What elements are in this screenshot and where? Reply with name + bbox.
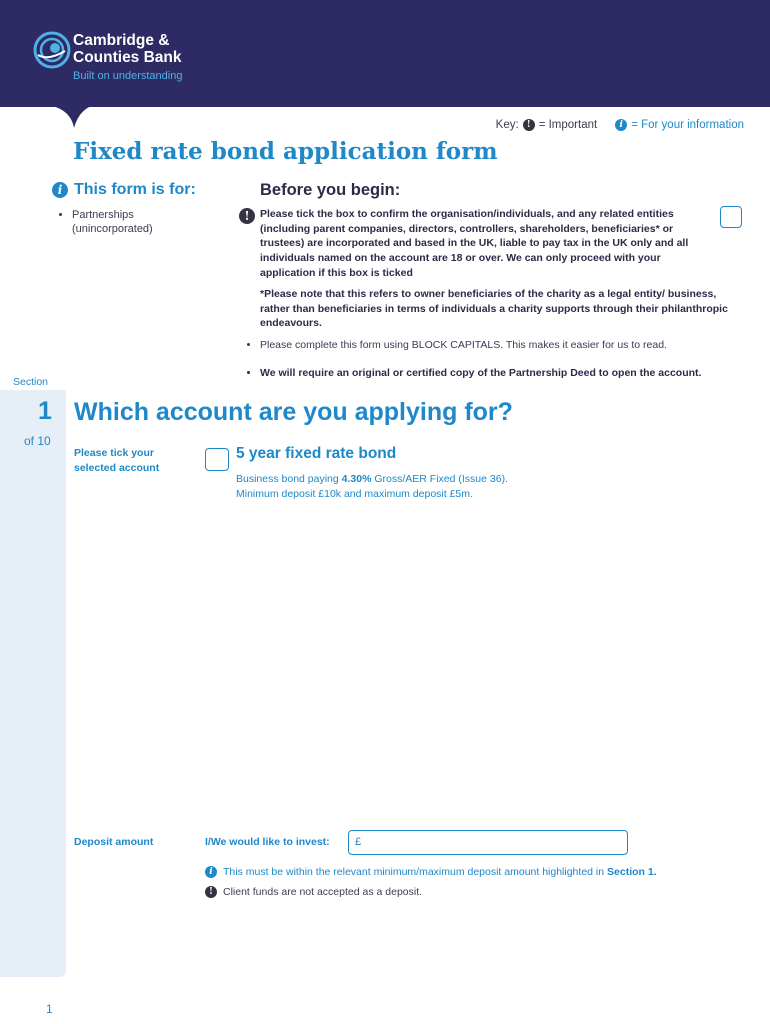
account-description xyxy=(236,472,636,502)
account-desc-suffix: Gross/AER Fixed (Issue 36). xyxy=(371,473,508,485)
invest-label: I/We would like to invest: xyxy=(205,836,330,848)
section-sidebar xyxy=(0,390,66,977)
key-legend xyxy=(496,119,744,131)
important-icon: ! xyxy=(239,208,255,224)
deposit-warning-text: Client funds are not accepted as a deposit. xyxy=(223,886,423,898)
account-checkbox[interactable] xyxy=(205,448,229,471)
bank-tagline: Built on understanding xyxy=(73,70,183,82)
bank-logo-icon xyxy=(33,31,71,69)
deposit-info-text: This must be within the relevant minimum/maximum deposit amount highlighted in xyxy=(223,866,608,878)
deposit-warning xyxy=(205,886,422,898)
key-label: Key: xyxy=(495,119,519,131)
form-for-list xyxy=(58,208,192,236)
account-name: 5 year fixed rate bond xyxy=(236,445,397,462)
bank-name: Cambridge & Counties Bank xyxy=(73,32,182,66)
key-information: = For your information xyxy=(631,119,744,131)
form-for-heading xyxy=(52,181,196,199)
invest-amount-input[interactable] xyxy=(348,830,628,855)
confirm-checkbox[interactable] xyxy=(720,206,742,228)
important-icon: ! xyxy=(205,886,217,898)
list-item: • Partnerships (unincorporated) xyxy=(72,208,192,236)
form-title: Fixed rate bond application form xyxy=(73,138,498,165)
list-item: • Please complete this form using BLOCK CAPITALS. This makes it easier for us to read. xyxy=(260,338,770,352)
account-rate: 4.30% xyxy=(341,473,372,485)
beneficiary-note: *Please note that this refers to owner beneficiaries of the charity as a legal entity/ business, rather than beneficiaries in terms of individuals a charity supports through their philanthropic endeavours. xyxy=(260,288,728,330)
info-icon: i xyxy=(615,119,627,131)
list-item: • We will require an original or certified copy of the Partnership Deed to open the account. xyxy=(260,366,770,380)
section-title: Which account are you applying for? xyxy=(74,398,513,426)
confirm-text: Please tick the box to confirm the organisation/individuals, and any related entities (including parent companies, directors, controllers, shareholders, beneficiaries* or trustees) are incorporated and based in the UK, liable to pay tax in the UK only and all individuals named on the account are 18 or over. We can only proceed with your application if this box is ticked xyxy=(260,208,689,279)
currency-symbol: £ xyxy=(355,836,362,848)
tick-account-label: Please tick your selected account xyxy=(74,447,160,474)
section-of-total: of 10 xyxy=(24,434,51,448)
section-number: 1 xyxy=(38,397,52,425)
deposit-amount-label: Deposit amount xyxy=(74,836,154,848)
important-icon: ! xyxy=(523,119,535,131)
instructions-list xyxy=(246,338,770,394)
account-deposit-limits: Minimum deposit £10k and maximum deposit £5m. xyxy=(236,488,473,500)
header-notch xyxy=(40,104,100,132)
info-icon: i xyxy=(205,866,217,878)
info-icon: i xyxy=(52,182,68,198)
account-desc-prefix: Business bond paying xyxy=(236,473,342,485)
form-for-heading-text: This form is for: xyxy=(74,181,196,198)
section-label: Section xyxy=(13,376,49,388)
deposit-info xyxy=(205,866,657,878)
page-number: 1 xyxy=(46,1002,53,1016)
section-link[interactable]: Section 1. xyxy=(607,866,657,878)
key-important: = Important xyxy=(538,119,598,131)
before-begin-heading: Before you begin: xyxy=(260,181,401,199)
